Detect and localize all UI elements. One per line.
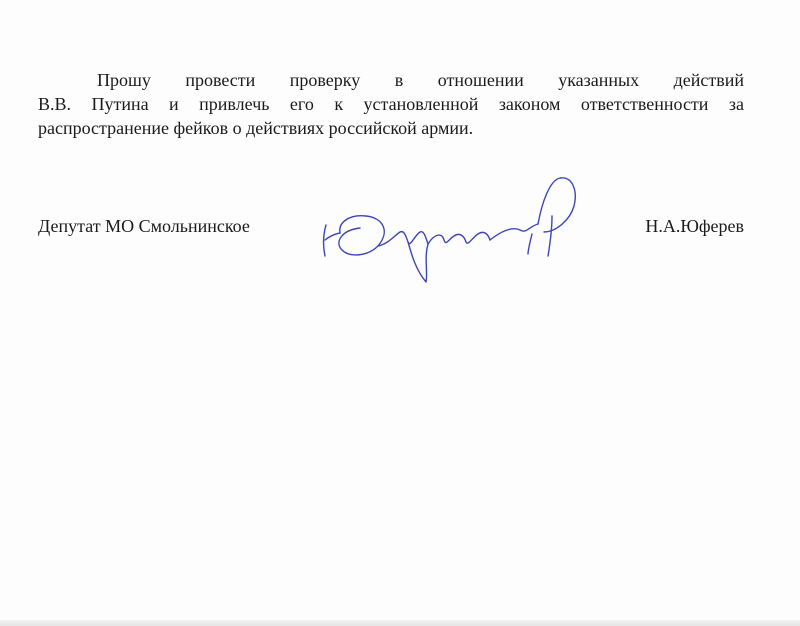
request-paragraph <box>38 68 744 140</box>
paragraph-line: Прошу провести проверку в отношении указанных действий <box>97 70 744 90</box>
position-label: Депутат МО Смольнинское <box>38 216 250 236</box>
handwritten-signature <box>316 170 586 285</box>
page-bottom-edge <box>0 620 800 626</box>
paragraph-line: распространение фейков о действиях российской армии. <box>38 118 474 138</box>
paragraph-line: В.В. Путина и привлечь его к установленной законом ответственности за <box>38 94 744 114</box>
signer-name: Н.А.Юферев <box>645 216 744 236</box>
